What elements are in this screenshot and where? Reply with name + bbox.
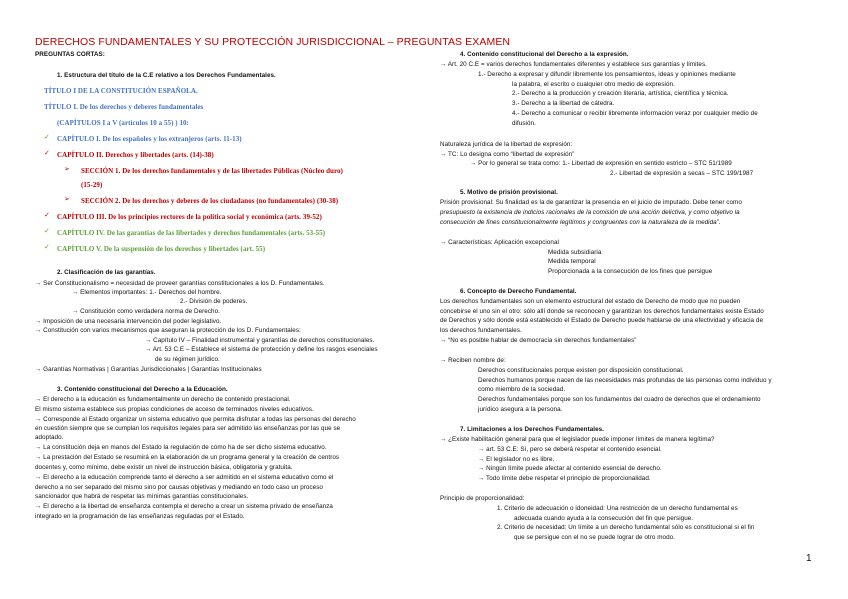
arrow-bullet-icon: ➢ (64, 166, 70, 173)
text-line: → El derecho a la educación es fundamentalmente un derecho de contenido prestacional. (35, 396, 291, 403)
text-line: → TC: Lo designa como “libertad de expresión” (440, 151, 575, 158)
text-line: → Ningún límite puede afectar al contenido esencial de derecho. (478, 465, 662, 472)
text-line: integrado en la programación de las enseñanzas reguladas por el Estado. (35, 513, 245, 520)
text-line: → Art. 20 C.E = varios derechos fundamentales diferentes y establece sus garantías y límites. (440, 61, 707, 68)
text-line: → “No es posible hablar de democracia sin derechos fundamentales” (440, 337, 637, 344)
check-icon: ✓ (44, 228, 50, 235)
text-line: → El legislador no es libre. (478, 456, 555, 463)
section-1: SECCIÓN 1. De los derechos fundamentales y de las libertades Públicas (Núcleo duro) (81, 167, 343, 175)
text-line: → Art. 53 C.E – Establece el sistema de protección y define los rasgos esenciales (145, 346, 378, 353)
text-line: Derechos fundamentales porque son los fundamentos del cuadro de derechos que el ordenamiento (478, 396, 761, 403)
text-line: → La constitución deja en manos del Estado la regulación de cómo ha de ser dicho sistema educativo. (35, 444, 327, 451)
text-line: → Imposición de una necesaria intervención del poder legislativo. (35, 318, 222, 325)
text-line: 4.- Derecho a comunicar o recibir libremente información veraz por cualquier medio de (512, 110, 758, 117)
text-line: → Constitución como verdadera norma de Derecho. (72, 308, 220, 315)
text-line: concebirse el uno sin el otro: sólo allí donde se reconocen y garantizan los derechos fundamentales existe Estado (440, 308, 764, 315)
text-line: → Por lo general se trata como: 1.- Libertad de expresión en sentido estricto – STC 51/1989 (470, 160, 732, 167)
text-line: que se persigue con el no se puede lograr de otro modo. (514, 534, 675, 541)
text-line: → Capítulo IV – Finalidad instrumental y garantías de derechos constitucionales. (145, 337, 375, 344)
question-5: 5. Motivo de prisión provisional. (460, 189, 558, 196)
text-line: difusión. (512, 120, 536, 127)
text-line: → Todo límite debe respetar el principio de proporcionalidad. (478, 475, 651, 482)
text-line: → art. 53 C.E: Sí, pero se deberá respetar el contenido esencial. (478, 446, 662, 453)
text-line: jurídico asegura a la persona. (478, 406, 563, 413)
page-title: DERECHOS FUNDAMENTALES Y SU PROTECCIÓN JURISDICCIONAL – PREGUNTAS EXAMEN (35, 36, 511, 48)
text-line: derecho a no ser separado del mismo sino por causas objetivas y mediando en todo caso un proceso (35, 484, 323, 491)
text-line: adoptado. (35, 434, 64, 441)
question-2: 2. Clasificación de las garantías. (57, 269, 156, 276)
text-line: → Elementos importantes: 1.- Derechos del hombre. (72, 289, 222, 296)
question-1: 1. Estructura del título de la C.E relativo a los Derechos Fundamentales. (57, 72, 276, 79)
text-line: 2.- Libertad de expresión a secas – STC 199/1987 (610, 170, 754, 177)
question-6: 6. Concepto de Derecho Fundamental. (460, 288, 577, 295)
text-line: 2.- Derecho a la producción y creación literaria, artística, científica y técnica. (512, 90, 729, 97)
text-line: consecución de fines constitucionalmente legítimos y congruentes con la naturaleza de la medida”. (440, 219, 721, 226)
text-line: de Derechos y sólo donde está establecido el Estado de Derecho puede hablarse de una efectividad y eficacia de (440, 317, 764, 324)
text-line: 1. Criterio de adecuación o idoneidad: Una restricción de un derecho fundamental es (497, 505, 738, 512)
question-4: 4. Contenido constitucional del Derecho a la expresión. (460, 51, 629, 58)
chapter-2: CAPÍTULO II. Derechos y libertades (arts. (14)-38) (57, 151, 214, 159)
text-line: Prisión provisional: Su finalidad es la de garantizar la presencia en el juicio de imputado. Debe tener como (440, 199, 742, 206)
text-line: → Constitución con varios mecanismos que aseguran la protección de los D. Fundamentales: (35, 327, 301, 334)
text-line: Naturaleza jurídica de la libertad de expresión: (440, 141, 573, 148)
text-line: → La prestación del Estado se resumirá en la elaboración de un programa general y la creación de centros (35, 454, 340, 461)
title-line-2: TÍTULO I. De los derechos y deberes fundamentales (44, 103, 204, 111)
text-line: Los derechos fundamentales son un elemento estructural del estado de Derecho de modo que no pueden (440, 298, 741, 305)
text-line: Medida subsidiaria (548, 249, 602, 256)
text-line: El mismo sistema establece sus propias condiciones de acceso de terminados niveles educativos. (35, 406, 314, 413)
page-number: 1 (806, 553, 812, 564)
text-line: los derechos fundamentales. (440, 327, 522, 334)
text-line: Principio de proporcionalidad: (440, 495, 525, 502)
text-line: en cuestión siempre que se cumplan los requisitos legales para ser admitido las enseñanzas por las que se (35, 425, 341, 432)
text-line: → El derecho a la educación comprende tanto el derecho a ser admitido en el sistema educativo como el (35, 474, 334, 481)
text-line: adecuada cuando ayuda a la consecución del fin que persigue. (514, 515, 694, 522)
text-line: de su régimen jurídico. (155, 356, 220, 363)
text-line: Derechos humanos porque nacen de las necesidades más profundas de las personas como individuo y (478, 377, 772, 384)
text-line: → Corresponde al Estado organizar un sistema educativo que permita disfrutar a todas las personas del derecho (35, 416, 356, 423)
text-line: → Características: Aplicación excepcional (440, 239, 559, 246)
text-line: como miembro de la sociedad. (478, 386, 566, 393)
text-line: sancionador que habrá de respetar las mínimas garantías constitucionales. (35, 493, 249, 500)
text-line: → El derecho a la libertad de enseñanza contempla el derecho a crear un sistema privado de enseñanza (35, 503, 333, 510)
chapter-5: CAPÍTULO V. De la suspensión de los derechos y libertades (art. 55) (57, 245, 266, 253)
check-icon: ✓ (44, 134, 50, 141)
text-line: → ¿Existe habilitación general para que el legislador puede imponer límites de manera legítima? (440, 436, 715, 443)
text-line: 3.- Derecho a la libertad de cátedra. (512, 100, 615, 107)
chapter-3: CAPÍTULO III. De los principios rectores de la política social y económica (arts. 39-52) (57, 213, 322, 221)
section-2: SECCIÓN 2. De los derechos y deberes de los ciudadanos (no fundamentales) (30-38) (81, 197, 339, 205)
subtitle: PREGUNTAS CORTAS: (35, 51, 105, 58)
title-line-1: TÍTULO I DE LA CONSTITUCIÓN ESPAÑOLA. (44, 87, 198, 95)
text-line: 2.- División de poderes. (180, 298, 248, 305)
text-line: la palabra, el escrito o cualquier otro medio de expresión. (512, 81, 675, 88)
section-1-range: (15-29) (81, 181, 103, 189)
check-icon: ✓ (44, 150, 50, 157)
text-line: → Ser Constitucionalismo = necesidad de proveer garantías constitucionales a los D. Fundamentales. (35, 280, 325, 287)
text-line: Medida temporal (548, 258, 596, 265)
chapter-1: CAPÍTULO I. De los españoles y los extranjeros (arts. 11-13) (57, 135, 242, 143)
title-line-3: (CAPÍTULOS I a V (artículos 10 a 55) ) 10: (57, 119, 189, 127)
text-line: → Garantías Normativas | Garantías Jurisdiccionales | Garantías Institucionales (35, 366, 262, 373)
check-icon: ✓ (44, 244, 50, 251)
text-line: presupuesto la existencia de indicios racionales de la comisión de una acción delictiva, y como objetivo la (440, 209, 740, 216)
text-line: → Reciben nombre de: (440, 357, 506, 364)
text-line: Derechos constitucionales porque existen por disposición constitucional. (478, 367, 684, 374)
arrow-bullet-icon: ➢ (64, 196, 70, 203)
question-3: 3. Contenido constitucional del Derecho a la Educación. (57, 386, 228, 393)
text-line: docentes y, como mínimo, debe existir un nivel de instrucción básica, obligatoria y gratuita. (35, 464, 293, 471)
question-7: 7. Limitaciones a los Derechos Fundamentales. (460, 426, 604, 433)
text-line: Proporcionada a la consecución de los fines que persigue (548, 268, 713, 275)
check-icon: ✓ (44, 212, 50, 219)
text-line: 2. Criterio de necesidad: Un límite a un derecho fundamental sólo es constitucional si el fin (497, 524, 755, 531)
chapter-4: CAPÍTULO IV. De las garantías de las libertades y derechos fundamentales (arts. 53-55) (57, 229, 326, 237)
text-line: 1.- Derecho a expresar y difundir libremente los pensamientos, ideas y opiniones mediante (478, 71, 736, 78)
